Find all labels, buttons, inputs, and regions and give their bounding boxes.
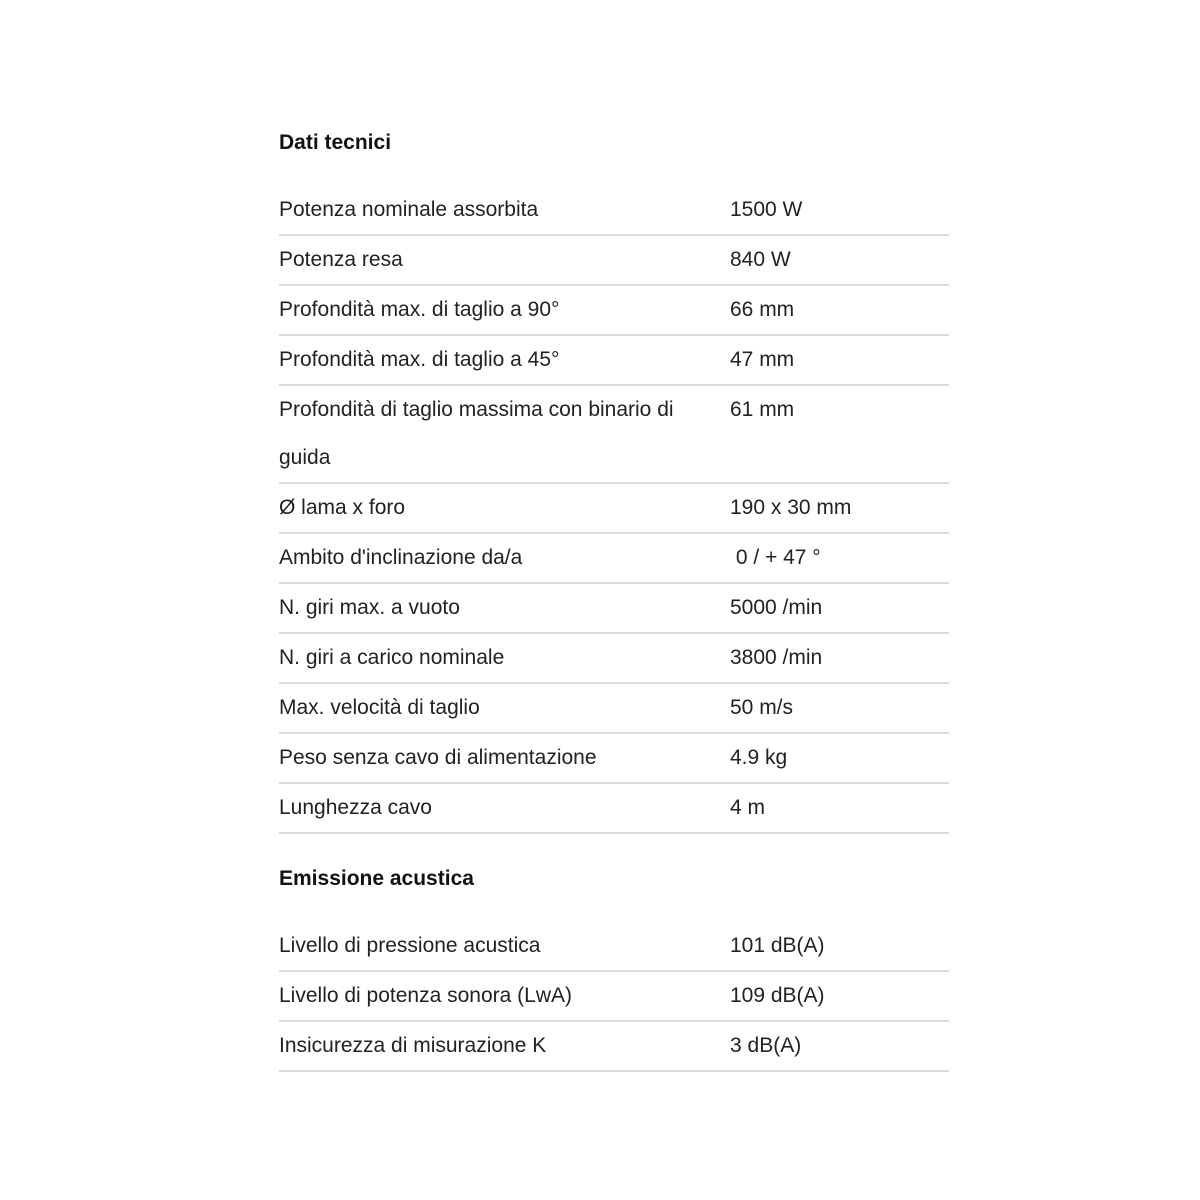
table-row xyxy=(279,633,949,683)
section-spacer xyxy=(279,834,949,854)
spec-label: N. giri a carico nominale xyxy=(279,633,730,683)
spec-value: 101 dB(A) xyxy=(730,922,949,971)
table-row xyxy=(279,385,949,483)
spec-value: 840 W xyxy=(730,235,949,285)
table-row xyxy=(279,533,949,583)
spec-label: Livello di potenza sonora (LwA) xyxy=(279,971,730,1021)
specs-container xyxy=(279,118,949,1072)
table-row xyxy=(279,683,949,733)
spec-value: 3 dB(A) xyxy=(730,1021,949,1071)
spec-value: 61 mm xyxy=(730,385,949,483)
spec-value: 1500 W xyxy=(730,186,949,235)
spec-label: Profondità max. di taglio a 90° xyxy=(279,285,730,335)
table-row xyxy=(279,483,949,533)
spec-value: 190 x 30 mm xyxy=(730,483,949,533)
spec-value: 66 mm xyxy=(730,285,949,335)
spec-label: Potenza resa xyxy=(279,235,730,285)
spec-value: 0 / + 47 ° xyxy=(730,533,949,583)
table-row xyxy=(279,186,949,235)
spec-label: Max. velocità di taglio xyxy=(279,683,730,733)
spec-label: Ambito d'inclinazione da/a xyxy=(279,533,730,583)
table-row xyxy=(279,971,949,1021)
spec-label: Livello di pressione acustica xyxy=(279,922,730,971)
spec-value: 109 dB(A) xyxy=(730,971,949,1021)
table-row xyxy=(279,783,949,833)
table-row xyxy=(279,285,949,335)
spec-label: N. giri max. a vuoto xyxy=(279,583,730,633)
table-row xyxy=(279,235,949,285)
section-title-acoustic-emission: Emissione acustica xyxy=(279,867,474,890)
spec-label: Potenza nominale assorbita xyxy=(279,186,730,235)
technical-data-table xyxy=(279,186,949,834)
table-row xyxy=(279,335,949,385)
spec-value: 47 mm xyxy=(730,335,949,385)
acoustic-emission-table xyxy=(279,922,949,1072)
spec-label: Profondità di taglio massima con binario di guida xyxy=(279,385,730,483)
spec-value: 50 m/s xyxy=(730,683,949,733)
table-row xyxy=(279,733,949,783)
spec-label: Ø lama x foro xyxy=(279,483,730,533)
spec-label: Profondità max. di taglio a 45° xyxy=(279,335,730,385)
table-row xyxy=(279,922,949,971)
section-title-technical-data: Dati tecnici xyxy=(279,131,392,154)
table-row xyxy=(279,583,949,633)
spec-label: Peso senza cavo di alimentazione xyxy=(279,733,730,783)
spec-label: Insicurezza di misurazione K xyxy=(279,1021,730,1071)
table-row xyxy=(279,1021,949,1071)
spec-value: 5000 /min xyxy=(730,583,949,633)
spec-value: 4 m xyxy=(730,783,949,833)
spec-value: 3800 /min xyxy=(730,633,949,683)
spec-value: 4.9 kg xyxy=(730,733,949,783)
spec-label: Lunghezza cavo xyxy=(279,783,730,833)
